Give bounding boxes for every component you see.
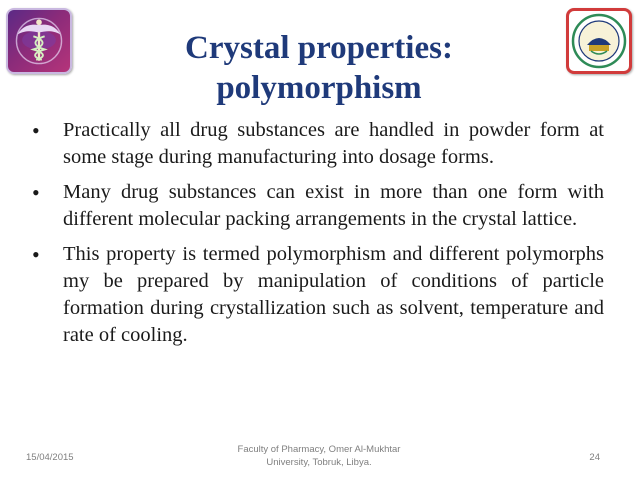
bullet-text: Many drug substances can exist in more than one form with different molecular packing arrangements in the crystal lattice. <box>63 181 604 230</box>
bullet-item <box>30 117 604 171</box>
page-number: 24 <box>589 452 600 463</box>
footer-date: 15/04/2015 <box>26 452 74 463</box>
bullet-list <box>30 117 604 357</box>
footer-institution <box>209 443 429 469</box>
bullet-item <box>30 241 604 349</box>
bullet-icon: • <box>32 242 40 267</box>
slide-title <box>100 28 538 108</box>
seal-icon <box>569 11 629 71</box>
bullet-item <box>30 179 604 233</box>
title-line-2: polymorphism <box>216 70 422 106</box>
bullet-text: Practically all drug substances are handled in powder form at some stage during manufacturing into dosage forms. <box>63 119 604 168</box>
bullet-text: This property is termed polymorphism and different polymorphs my be prepared by manipulation of conditions of particle formation during crystallization such as solvent, temperature and rate of cooling. <box>63 243 604 346</box>
bullet-icon: • <box>32 180 40 205</box>
title-line-1: Crystal properties: <box>185 30 453 66</box>
pharmacy-caduceus-logo-icon <box>6 8 72 74</box>
university-seal-logo-icon <box>566 8 632 74</box>
footer-institution-line-2: University, Tobruk, Libya. <box>266 457 372 468</box>
bullet-icon: • <box>32 118 40 143</box>
footer-institution-line-1: Faculty of Pharmacy, Omer Al-Mukhtar <box>237 444 401 455</box>
caduceus-icon <box>8 10 70 72</box>
